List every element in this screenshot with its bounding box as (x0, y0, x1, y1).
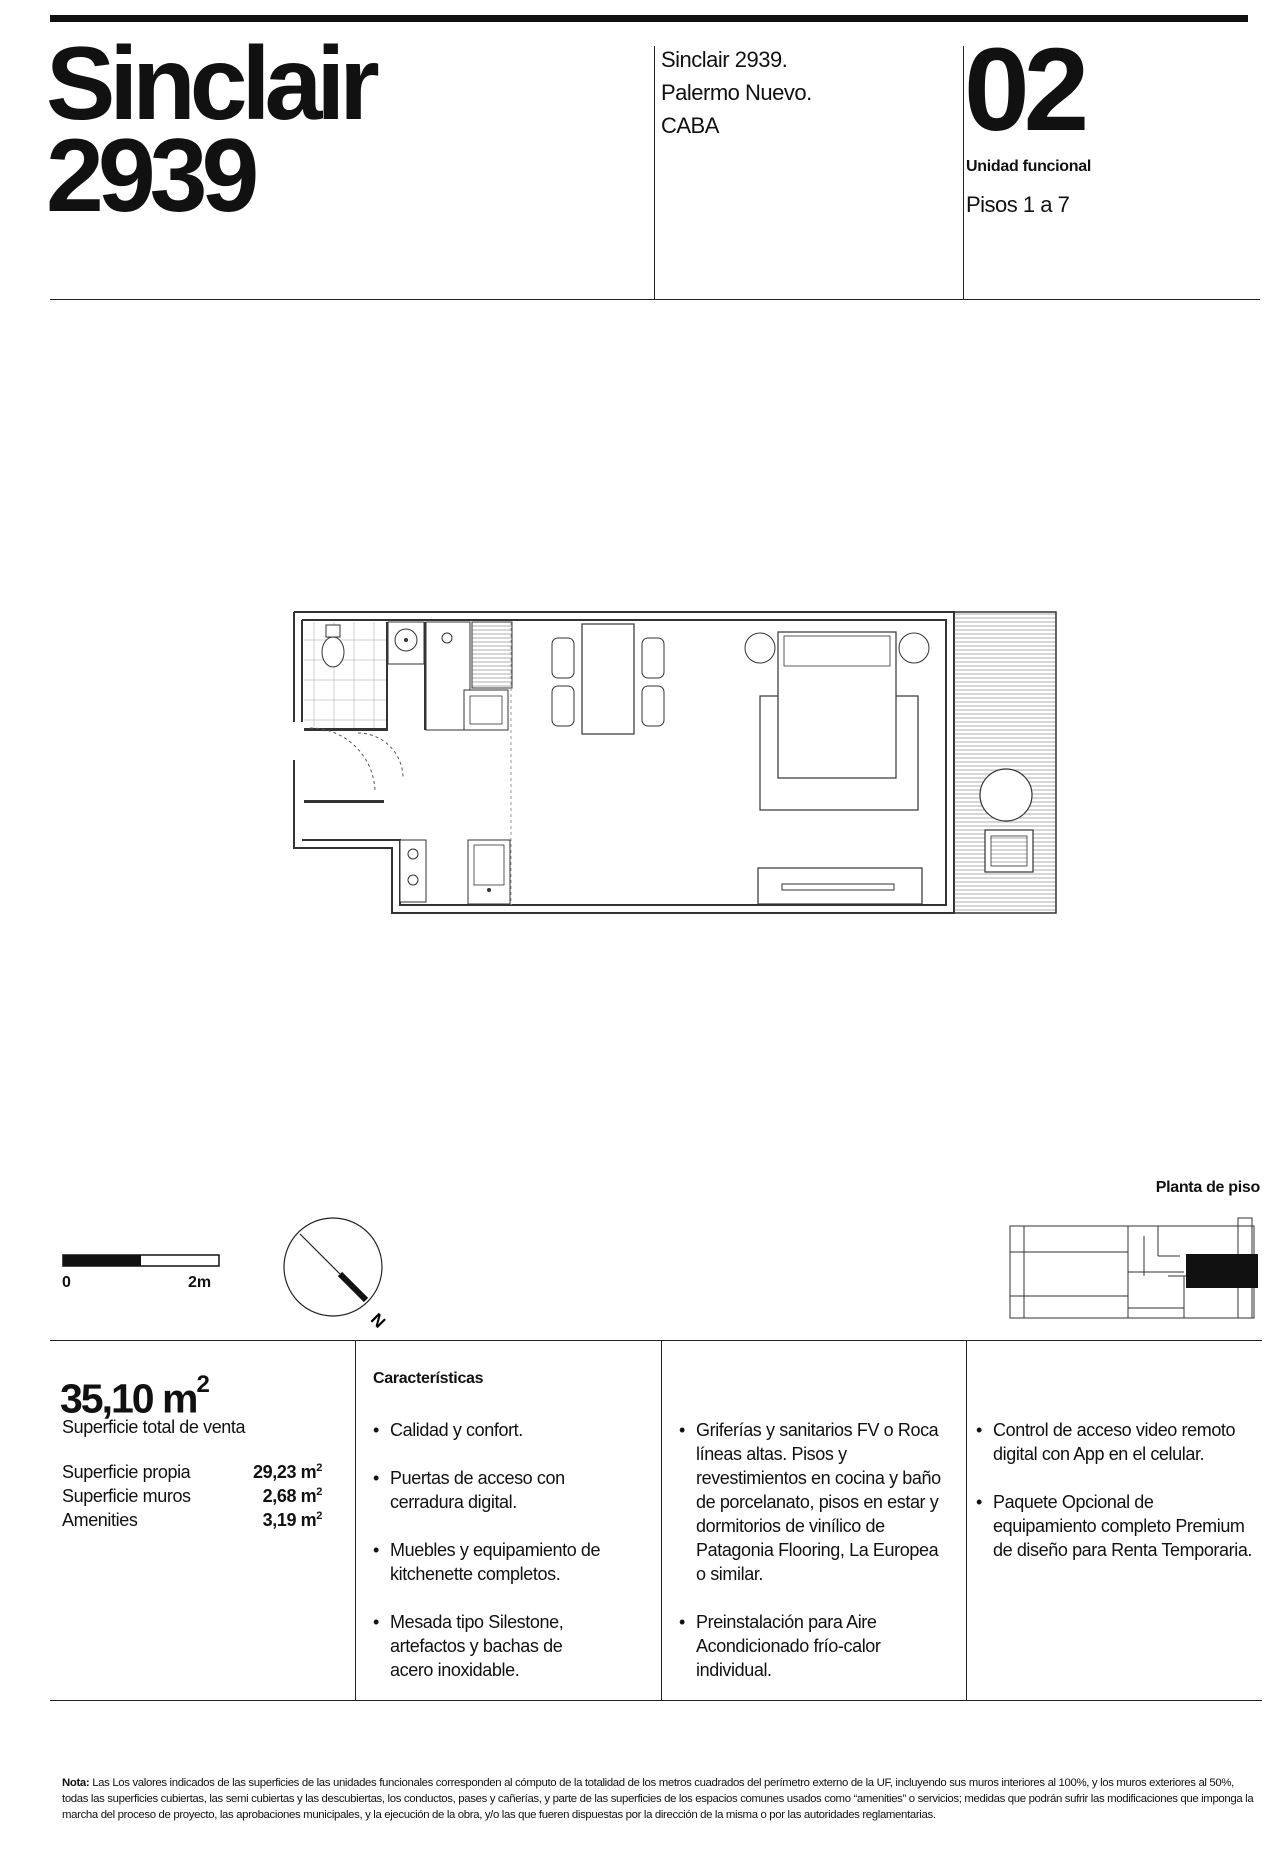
area-unit-sup: 2 (316, 1486, 322, 1498)
features-column-1 (373, 1418, 633, 1706)
area-row-value (263, 1486, 322, 1510)
north-label: N (366, 1309, 390, 1332)
area-row (62, 1510, 322, 1534)
features-column-2 (679, 1418, 949, 1706)
scale-bar (62, 1254, 222, 1268)
area-row-value (263, 1510, 322, 1534)
total-area-value: 35,10 m (60, 1375, 197, 1422)
area-row (62, 1462, 322, 1486)
floors-label: Pisos 1 a 7 (966, 192, 1070, 217)
legal-note (62, 1775, 1262, 1823)
area-unit-sup: 2 (316, 1462, 322, 1474)
address-line: Sinclair 2939. (661, 47, 788, 72)
feature-item: • Preinstalación para Aire Acondicionado frío-calor individual. (679, 1610, 911, 1682)
column-divider-1 (355, 1340, 356, 1701)
area-row (62, 1486, 322, 1510)
area-row-value (253, 1462, 322, 1486)
unit-label: Unidad funcional (966, 158, 1091, 175)
area-unit-sup: 2 (316, 1510, 322, 1522)
area-value-text: 29,23 m (253, 1462, 317, 1482)
note-label: Nota: (62, 1777, 90, 1789)
kitchenette (400, 840, 510, 904)
feature-item: • Calidad y confort. (373, 1418, 633, 1442)
address-block (661, 43, 812, 142)
features-column-3 (976, 1418, 1266, 1586)
header-bottom-rule (50, 299, 1260, 300)
feature-item: • Mesada tipo Silestone, artefactos y bachas de acero inoxidable. (373, 1610, 595, 1682)
bed (745, 632, 929, 810)
feature-item: • Paquete Opcional de equipamiento completo Premium de diseño para Renta Temporaria. (976, 1490, 1258, 1562)
table-top-rule (50, 1340, 1262, 1341)
features-title: Características (373, 1370, 484, 1387)
feature-item: • Muebles y equipamiento de kitchenette completos. (373, 1538, 615, 1586)
area-row-label: Amenities (62, 1510, 138, 1530)
area-row-label: Superficie muros (62, 1486, 191, 1506)
page-title (46, 26, 374, 234)
scale-end-label: 2m (188, 1274, 212, 1291)
column-divider-2 (661, 1340, 662, 1701)
title-line-2: 2939 (46, 118, 254, 234)
feature-item: • Control de acceso video remoto digital con App en el celular. (976, 1418, 1273, 1466)
scale-start-label: 0 (62, 1274, 71, 1291)
unit-highlight (1186, 1254, 1258, 1288)
feature-item: • Griferías y sanitarios FV o Roca líneas altas. Pisos y revestimientos en cocina y baño de porcelanato, pisos en estar y dormitorios de vinílico de Patagonia Flooring, La Europea o similar. (679, 1418, 944, 1586)
key-plan-label: Planta de piso (1155, 1179, 1260, 1196)
total-area-unit-sup: 2 (196, 1371, 208, 1398)
floor-plan (254, 600, 1084, 930)
area-value-text: 3,19 m (262, 1510, 317, 1530)
balcony (954, 612, 1056, 913)
area-row-label: Superficie propia (62, 1462, 191, 1482)
area-breakdown (62, 1462, 322, 1534)
top-rule (50, 15, 1248, 22)
total-area (60, 1368, 208, 1422)
table-bottom-rule (50, 1700, 1262, 1701)
unit-number: 02 (964, 24, 1084, 156)
total-area-label: Superficie total de venta (62, 1417, 246, 1437)
address-line: Palermo Nuevo. (661, 80, 812, 105)
feature-item: • Puertas de acceso con cerradura digital. (373, 1466, 580, 1514)
north-compass-icon (278, 1212, 398, 1332)
bathroom (304, 622, 424, 778)
dining-table (552, 624, 664, 734)
note-text: Las Los valores indicados de las superficies de las unidades funcionales corresponden al cómputo de la totalidad de los metros cuadrados del perímetro externo de la UF, incluyendo sus muros interiores al 100%, y los muros exteriores al 50%, todas las superficies cubiertas, las semi cubiertas y las descubiertas, los conductos, pases y cañerías, y parte de las superficies de los espacios comunes usados como “amenities” o servicios; medidas que podrán sufrir las modificaciones que imponga la marcha del proceso de proyecto, las aprobaciones municipales, y la ejecución de la obra, y/o las que fueren dispuestas por la dirección de la misma o por las autoridades reglamentarias. (62, 1777, 1254, 1821)
area-value-text: 2,68 m (262, 1486, 317, 1506)
title-line-1: Sinclair (46, 26, 374, 142)
column-divider-3 (966, 1340, 967, 1701)
key-plan (1008, 1216, 1258, 1326)
address-line: CABA (661, 113, 719, 138)
header-divider-1 (654, 46, 655, 300)
